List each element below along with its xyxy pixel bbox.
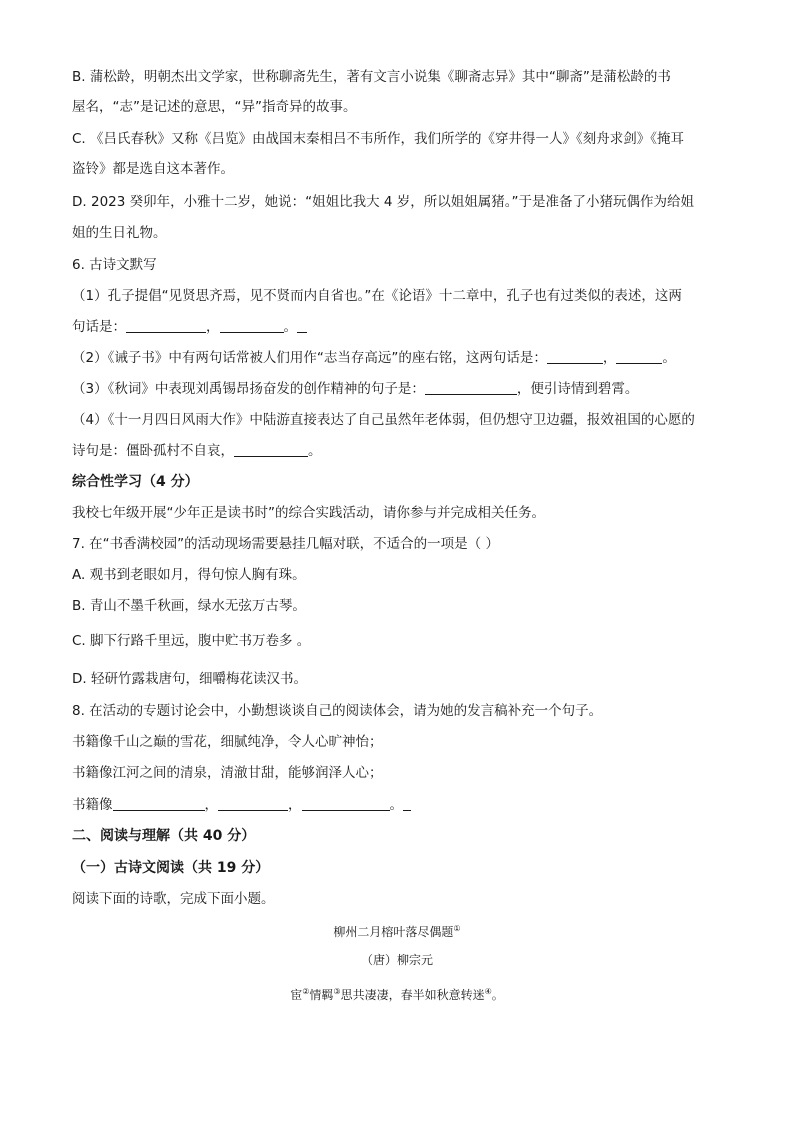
q8-answer-line [72,795,411,815]
q7-option-b[interactable]: B. 青山不墨千秋画，绿水无弦万古琴。 [72,598,306,614]
q6-item4-line1: （4）《十一月四日风雨大作》中陆游直接表达了自己虽然年老体弱，但仍想守卫边疆，报效祖国的心愿的 [72,412,695,428]
answer-blank[interactable] [616,349,662,364]
q8-stem: 8. 在活动的专题讨论会中，小勤想谈谈自己的阅读体会，请为她的发言稿补充一个句子。 [72,703,603,719]
answer-blank[interactable] [218,796,288,811]
poem-note: ② [302,987,310,996]
q7-option-c[interactable]: C. 脚下行路千里远，腹中贮书万卷多 。 [72,633,311,649]
section2-heading: 二、阅读与理解（共 40 分） [72,828,256,844]
q6-item2-sep: ， [602,350,617,366]
q6-item3-prefix: （3）《秋词》中表现刘禹锡昂扬奋发的创作精神的句子是： [72,381,425,397]
answer-blank[interactable] [302,796,390,811]
q6-item1-sep: ， [206,319,220,335]
section2-subheading: （一）古诗文阅读（共 19 分） [72,860,270,876]
q5-option-b-line2: 屋名，“志”是记述的意思，“异”指奇异的故事。 [72,99,357,115]
answer-blank[interactable] [113,796,205,811]
q6-item4-line2 [72,441,322,461]
q8-end: 。 [389,797,403,813]
underline-tail [297,318,307,333]
q5-option-d-line2: 姐的生日礼物。 [72,225,167,241]
q5-option-d-line1: D. 2023 癸卯年，小雅十二岁，她说：“姐姐比我大 4 岁，所以姐姐属猪。”于是准备了小猪玩偶作为给姐 [72,194,695,210]
q8-example-1: 书籍像千山之巅的雪花，细腻纯净，令人心旷神怡； [72,734,383,750]
q6-item3-suffix: ，便引诗情到碧霄。 [516,381,639,397]
poem-line-1 [0,983,794,1004]
q6-item2-prefix: （2）《诫子书》中有两句话常被人们用作“志当存高远”的座右铭，这两句话是： [72,350,547,366]
section2-instruction: 阅读下面的诗歌，完成下面小题。 [72,891,275,907]
answer-blank[interactable] [220,318,284,333]
q8-prefix: 书籍像 [72,797,113,813]
poem-text: 情羁 [309,988,334,1002]
q6-item4-prefix: 诗句是：僵卧孤村不自哀， [72,443,234,459]
q6-item1-prefix: 句话是： [72,319,126,335]
poem-title-note: ① [453,924,461,933]
q8-example-2: 书籍像江河之间的清泉，清澈甘甜，能够润泽人心； [72,765,383,781]
q7-stem: 7. 在“书香满校园”的活动现场需要悬挂几幅对联，不适合的一项是（ ） [72,536,499,552]
section-comprehensive-heading: 综合性学习（4 分） [72,474,199,490]
underline-tail [403,796,411,811]
q6-item4-end: 。 [308,443,322,459]
answer-blank[interactable] [425,380,517,395]
q6-item1-line1: （1）孔子提倡“见贤思齐焉，见不贤而内自省也。”在《论语》十二章中，孔子也有过类似的表述，这两 [72,288,682,304]
q6-title: 6. 古诗文默写 [72,257,157,273]
q6-item3 [72,379,638,399]
poem-text: 。 [491,988,504,1002]
q6-item2 [72,348,676,368]
poem-text: 宦 [290,988,303,1002]
q5-option-c-line1: C. 《吕氏春秋》又称《吕览》由战国末秦相吕不韦所作，我们所学的《穿井得一人》《刻舟求剑》《掩耳 [72,131,685,147]
answer-blank[interactable] [547,349,603,364]
q8-sep2: ， [288,797,302,813]
q6-item1-line2 [72,317,307,337]
q7-option-a[interactable]: A. 观书到老眼如月，得句惊人胸有珠。 [72,567,306,583]
poem-author: （唐）柳宗元 [360,953,433,967]
poem-note: ④ [484,987,492,996]
poem-note: ③ [333,987,341,996]
q6-item2-end: 。 [662,350,676,366]
poem-title [0,920,794,941]
poem-title-text: 柳州二月榕叶落尽偶题 [333,925,454,939]
answer-blank[interactable] [126,318,206,333]
answer-blank[interactable] [234,442,308,457]
q5-option-c-line2: 盗铃》都是选自这本著作。 [72,161,234,177]
q5-option-b-line1: B. 蒲松龄，明朝杰出文学家，世称聊斋先生，著有文言小说集《聊斋志异》其中“聊斋”是蒲松龄的书 [72,69,671,85]
q7-option-d[interactable]: D. 轻研竹露栽唐句，细嚼梅花读汉书。 [72,671,307,687]
poem-text: 思共凄凄，春半如秋意转迷 [340,988,485,1002]
q8-sep1: ， [204,797,218,813]
section-comprehensive-intro: 我校七年级开展“少年正是读书时”的综合实践活动，请你参与并完成相关任务。 [72,505,545,521]
q6-item1-end: 。 [283,319,297,335]
